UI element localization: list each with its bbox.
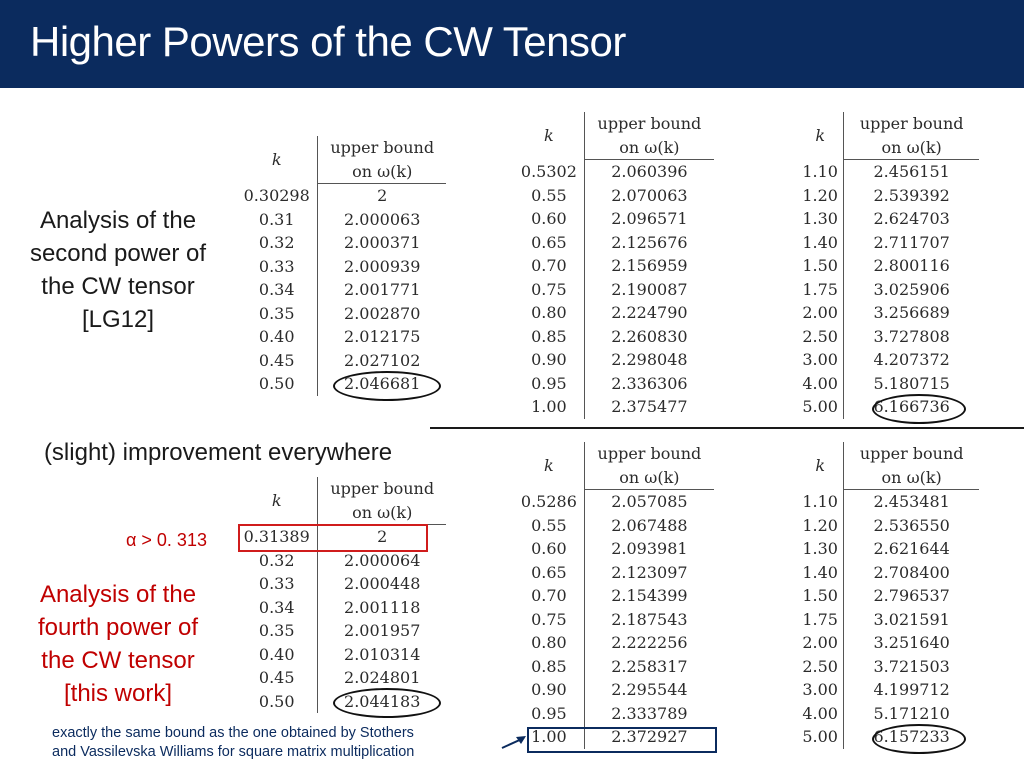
table-row: [236, 619, 446, 643]
highlight-ellipse-second-left: [333, 371, 441, 401]
column-header-bound: upper bound: [597, 114, 702, 133]
k-value: 1.75: [797, 278, 844, 302]
k-value: 0.65: [514, 231, 584, 255]
table-row: [797, 301, 979, 325]
k-value: 2.00: [797, 631, 844, 655]
table-row: [797, 278, 979, 302]
bound-value: 2.711707: [873, 232, 950, 252]
k-value: 0.45: [236, 666, 318, 690]
column-header-k: k: [514, 442, 584, 490]
bound-value: 2.154399: [611, 586, 688, 605]
table-row: [236, 349, 446, 373]
table-row: [797, 537, 979, 561]
k-value: 0.55: [514, 184, 584, 208]
k-value: 2.00: [797, 301, 844, 325]
bound-value: 2.258317: [611, 656, 688, 676]
table-row: [236, 643, 446, 667]
k-value: 0.75: [514, 608, 584, 632]
bound-value: 2.125676: [611, 232, 688, 252]
arrow-icon: [500, 730, 530, 752]
table-row: [514, 490, 714, 514]
table-row: [236, 666, 446, 690]
table-row: [236, 208, 446, 232]
k-value: 0.34: [236, 278, 318, 302]
k-value: 2.50: [797, 655, 844, 679]
table-row: [797, 254, 979, 278]
table-row: [797, 702, 979, 726]
column-header-k: k: [797, 442, 844, 490]
column-header-bound-sub: on ω(k): [844, 136, 979, 160]
k-value: 0.70: [514, 584, 584, 608]
fourth-power-table-right: [797, 442, 979, 749]
bound-value: 2.800116: [873, 256, 950, 275]
bound-value: 2.336306: [611, 373, 688, 393]
k-value: 0.65: [514, 561, 584, 585]
column-header-bound: upper bound: [859, 444, 964, 463]
column-header-bound: upper bound: [330, 479, 435, 498]
k-value: 0.60: [514, 207, 584, 231]
k-value: 0.31: [236, 208, 318, 232]
k-value: 1.75: [797, 608, 844, 632]
improvement-label: (slight) improvement everywhere: [43, 439, 393, 466]
table-row: [797, 231, 979, 255]
table-row: [797, 561, 979, 585]
table-row: [236, 549, 446, 573]
table-row: [514, 678, 714, 702]
bound-value: 3.025906: [873, 279, 950, 299]
bound-value: 2.000448: [344, 574, 421, 593]
page-title: Higher Powers of the CW Tensor: [30, 18, 626, 65]
column-header-k: k: [236, 136, 318, 184]
k-value: 0.33: [236, 572, 318, 596]
column-header-bound-sub: on ω(k): [844, 466, 979, 490]
table-row: [236, 325, 446, 349]
k-value: 0.85: [514, 655, 584, 679]
bound-value: 2.070063: [611, 185, 688, 205]
highlight-ellipse-fourth-right: [872, 724, 966, 754]
table-row: [514, 608, 714, 632]
bound-value: 2.000371: [344, 233, 421, 252]
table-row: [797, 490, 979, 514]
table-row: [514, 631, 714, 655]
bound-value: 2.046681: [344, 374, 421, 393]
k-value: 1.40: [797, 231, 844, 255]
bound-value: 2.010314: [344, 644, 421, 664]
table-row: [797, 608, 979, 632]
k-value: 0.90: [514, 678, 584, 702]
table-row: [236, 302, 446, 326]
footnote: [52, 724, 414, 762]
table-row: [514, 584, 714, 608]
fourth-power-table-middle: [514, 442, 714, 749]
k-value: 0.32: [236, 549, 318, 573]
k-value: 0.75: [514, 278, 584, 302]
table-row: [797, 207, 979, 231]
footnote-line: exactly the same bound as the one obtained by Stothers: [52, 725, 414, 741]
bound-value: 2.067488: [611, 515, 688, 535]
bound-value: 2.190087: [611, 279, 688, 299]
k-value: 4.00: [797, 702, 844, 726]
table-row: [514, 301, 714, 325]
k-value: 1.40: [797, 561, 844, 585]
column-header-bound: upper bound: [597, 444, 702, 463]
table-row: [514, 702, 714, 726]
k-value: 1.20: [797, 184, 844, 208]
k-value: 0.34: [236, 596, 318, 620]
fourth-power-table-left: [236, 477, 446, 713]
second-power-table-right: [797, 112, 979, 419]
bound-value: 2.001118: [344, 597, 421, 617]
table-row: [236, 255, 446, 279]
table-row: [797, 584, 979, 608]
k-value: 5.00: [797, 725, 844, 749]
fourth-power-line: the CW tensor: [41, 647, 195, 674]
bound-value: 2: [377, 186, 388, 205]
column-header-k: k: [514, 112, 584, 160]
table-row: [797, 372, 979, 396]
bound-value: 2.024801: [344, 668, 421, 687]
table-row: [514, 348, 714, 372]
bound-value: 2.057085: [611, 492, 688, 511]
highlight-box-alpha: [238, 524, 428, 552]
fourth-power-line: [this work]: [63, 680, 173, 707]
bound-value: 2.000064: [344, 550, 421, 570]
k-value: 0.60: [514, 537, 584, 561]
column-header-bound-sub: on ω(k): [318, 501, 446, 525]
table-row: [236, 596, 446, 620]
bound-value: 2.002870: [344, 303, 421, 323]
bound-value: 2.621644: [873, 539, 950, 558]
k-value: 0.5302: [514, 160, 584, 184]
table-row: [514, 372, 714, 396]
table-row: [514, 514, 714, 538]
second-power-line: [LG12]: [81, 306, 155, 333]
second-power-label: [0, 204, 236, 336]
k-value: 1.30: [797, 537, 844, 561]
table-row: [797, 655, 979, 679]
fourth-power-label: [0, 578, 236, 710]
k-value: 1.10: [797, 160, 844, 184]
column-header-k: k: [236, 477, 318, 525]
bound-value: 2.156959: [611, 256, 688, 275]
k-value: 0.32: [236, 231, 318, 255]
column-header-bound: upper bound: [330, 138, 435, 157]
bound-value: 6.157233: [873, 727, 950, 746]
table-row: [797, 348, 979, 372]
bound-value: 2.027102: [344, 350, 421, 370]
k-value: 1.50: [797, 584, 844, 608]
bound-value: 2.000939: [344, 256, 421, 276]
highlight-ellipse-fourth-left: [333, 688, 441, 718]
table-row: [797, 184, 979, 208]
k-value: 5.00: [797, 395, 844, 419]
k-value: 0.95: [514, 702, 584, 726]
bound-value: 5.171210: [873, 703, 950, 723]
bound-value: 2.624703: [873, 209, 950, 228]
k-value: 0.5286: [514, 490, 584, 514]
bound-value: 4.199712: [873, 680, 950, 699]
bound-value: 2.012175: [344, 327, 421, 346]
k-value: 0.55: [514, 514, 584, 538]
k-value: 4.00: [797, 372, 844, 396]
bound-value: 2.000063: [344, 209, 421, 229]
table-row: [514, 231, 714, 255]
bound-value: 2.796537: [873, 586, 950, 605]
bound-value: 5.180715: [873, 373, 950, 393]
k-value: 1.00: [514, 395, 584, 419]
table-row: [236, 572, 446, 596]
bound-value: 2.001957: [344, 621, 421, 640]
bound-value: 2.260830: [611, 326, 688, 346]
table-row: [514, 537, 714, 561]
table-row: [797, 631, 979, 655]
column-header-k: k: [797, 112, 844, 160]
table-row: [236, 231, 446, 255]
bound-value: 2.708400: [873, 562, 950, 582]
k-value: 0.85: [514, 325, 584, 349]
fourth-power-line: Analysis of the: [39, 581, 197, 608]
second-power-table-middle: [514, 112, 714, 419]
bound-value: 2.539392: [873, 185, 950, 205]
bound-value: 2.187543: [611, 609, 688, 629]
bound-value: 2: [377, 527, 388, 546]
second-power-line: the CW tensor: [41, 273, 195, 300]
k-value: 0.40: [236, 643, 318, 667]
k-value: 0.50: [236, 690, 318, 714]
second-power-table-left: [236, 136, 446, 396]
k-value: 0.90: [514, 348, 584, 372]
k-value: 1.30: [797, 207, 844, 231]
footnote-line: and Vassilevska Williams for square matrix multiplication: [52, 744, 415, 760]
table-row: [514, 325, 714, 349]
table-row: [797, 325, 979, 349]
column-header-bound-sub: on ω(k): [584, 466, 714, 490]
table-row: [236, 278, 446, 302]
bound-value: 2.333789: [611, 703, 688, 723]
bound-value: 2.222256: [611, 633, 688, 652]
alpha-label: α > 0. 313: [126, 530, 207, 550]
bound-value: 2.093981: [611, 539, 688, 558]
bound-value: 2.295544: [611, 680, 688, 699]
table-row: [514, 655, 714, 679]
highlight-ellipse-second-right: [872, 394, 966, 424]
table-row: [514, 254, 714, 278]
k-value: 0.31389: [236, 525, 318, 549]
table-row: [514, 160, 714, 184]
k-value: 0.80: [514, 301, 584, 325]
bound-value: 2.060396: [611, 162, 688, 181]
bound-value: 3.727808: [873, 326, 950, 346]
k-value: 1.20: [797, 514, 844, 538]
k-value: 0.35: [236, 302, 318, 326]
k-value: 2.50: [797, 325, 844, 349]
k-value: 3.00: [797, 678, 844, 702]
k-value: 1.00: [514, 725, 584, 749]
table-row: [514, 395, 714, 419]
column-header-bound-sub: on ω(k): [584, 136, 714, 160]
bound-value: 3.256689: [873, 303, 950, 322]
bound-value: 4.207372: [873, 350, 950, 369]
bound-value: 6.166736: [873, 397, 950, 416]
bound-value: 2.001771: [344, 280, 421, 299]
table-row: [797, 514, 979, 538]
table-row: [236, 184, 446, 208]
table-row: [514, 207, 714, 231]
bound-value: 2.453481: [873, 492, 950, 511]
bound-value: 2.096571: [611, 209, 688, 228]
bound-value: 2.536550: [873, 515, 950, 535]
k-value: 3.00: [797, 348, 844, 372]
bound-value: 2.375477: [611, 397, 688, 416]
table-row: [514, 184, 714, 208]
k-value: 0.33: [236, 255, 318, 279]
k-value: 1.10: [797, 490, 844, 514]
bound-value: 3.021591: [873, 609, 950, 629]
second-power-line: second power of: [29, 240, 207, 267]
bound-value: 2.372927: [611, 727, 688, 746]
k-value: 0.45: [236, 349, 318, 373]
k-value: 0.40: [236, 325, 318, 349]
bound-value: 2.456151: [873, 162, 950, 181]
bound-value: 3.251640: [873, 633, 950, 652]
bound-value: 2.123097: [611, 562, 688, 582]
k-value: 1.50: [797, 254, 844, 278]
k-value: 0.35: [236, 619, 318, 643]
k-value: 0.70: [514, 254, 584, 278]
k-value: 0.95: [514, 372, 584, 396]
second-power-line: Analysis of the: [39, 207, 197, 234]
k-value: 0.30298: [236, 184, 318, 208]
fourth-power-line: fourth power of: [37, 614, 199, 641]
bound-value: 3.721503: [873, 656, 950, 676]
k-value: 0.80: [514, 631, 584, 655]
column-header-bound: upper bound: [859, 114, 964, 133]
bound-value: 2.298048: [611, 350, 688, 369]
column-header-bound-sub: on ω(k): [318, 160, 446, 184]
k-value: 0.50: [236, 372, 318, 396]
bound-value: 2.044183: [344, 691, 421, 711]
table-row: [797, 678, 979, 702]
bound-value: 2.224790: [611, 303, 688, 322]
section-divider: [430, 427, 1024, 429]
table-row: [514, 278, 714, 302]
table-row: [797, 160, 979, 184]
highlight-box-final-bound: [527, 727, 717, 753]
table-row: [514, 561, 714, 585]
